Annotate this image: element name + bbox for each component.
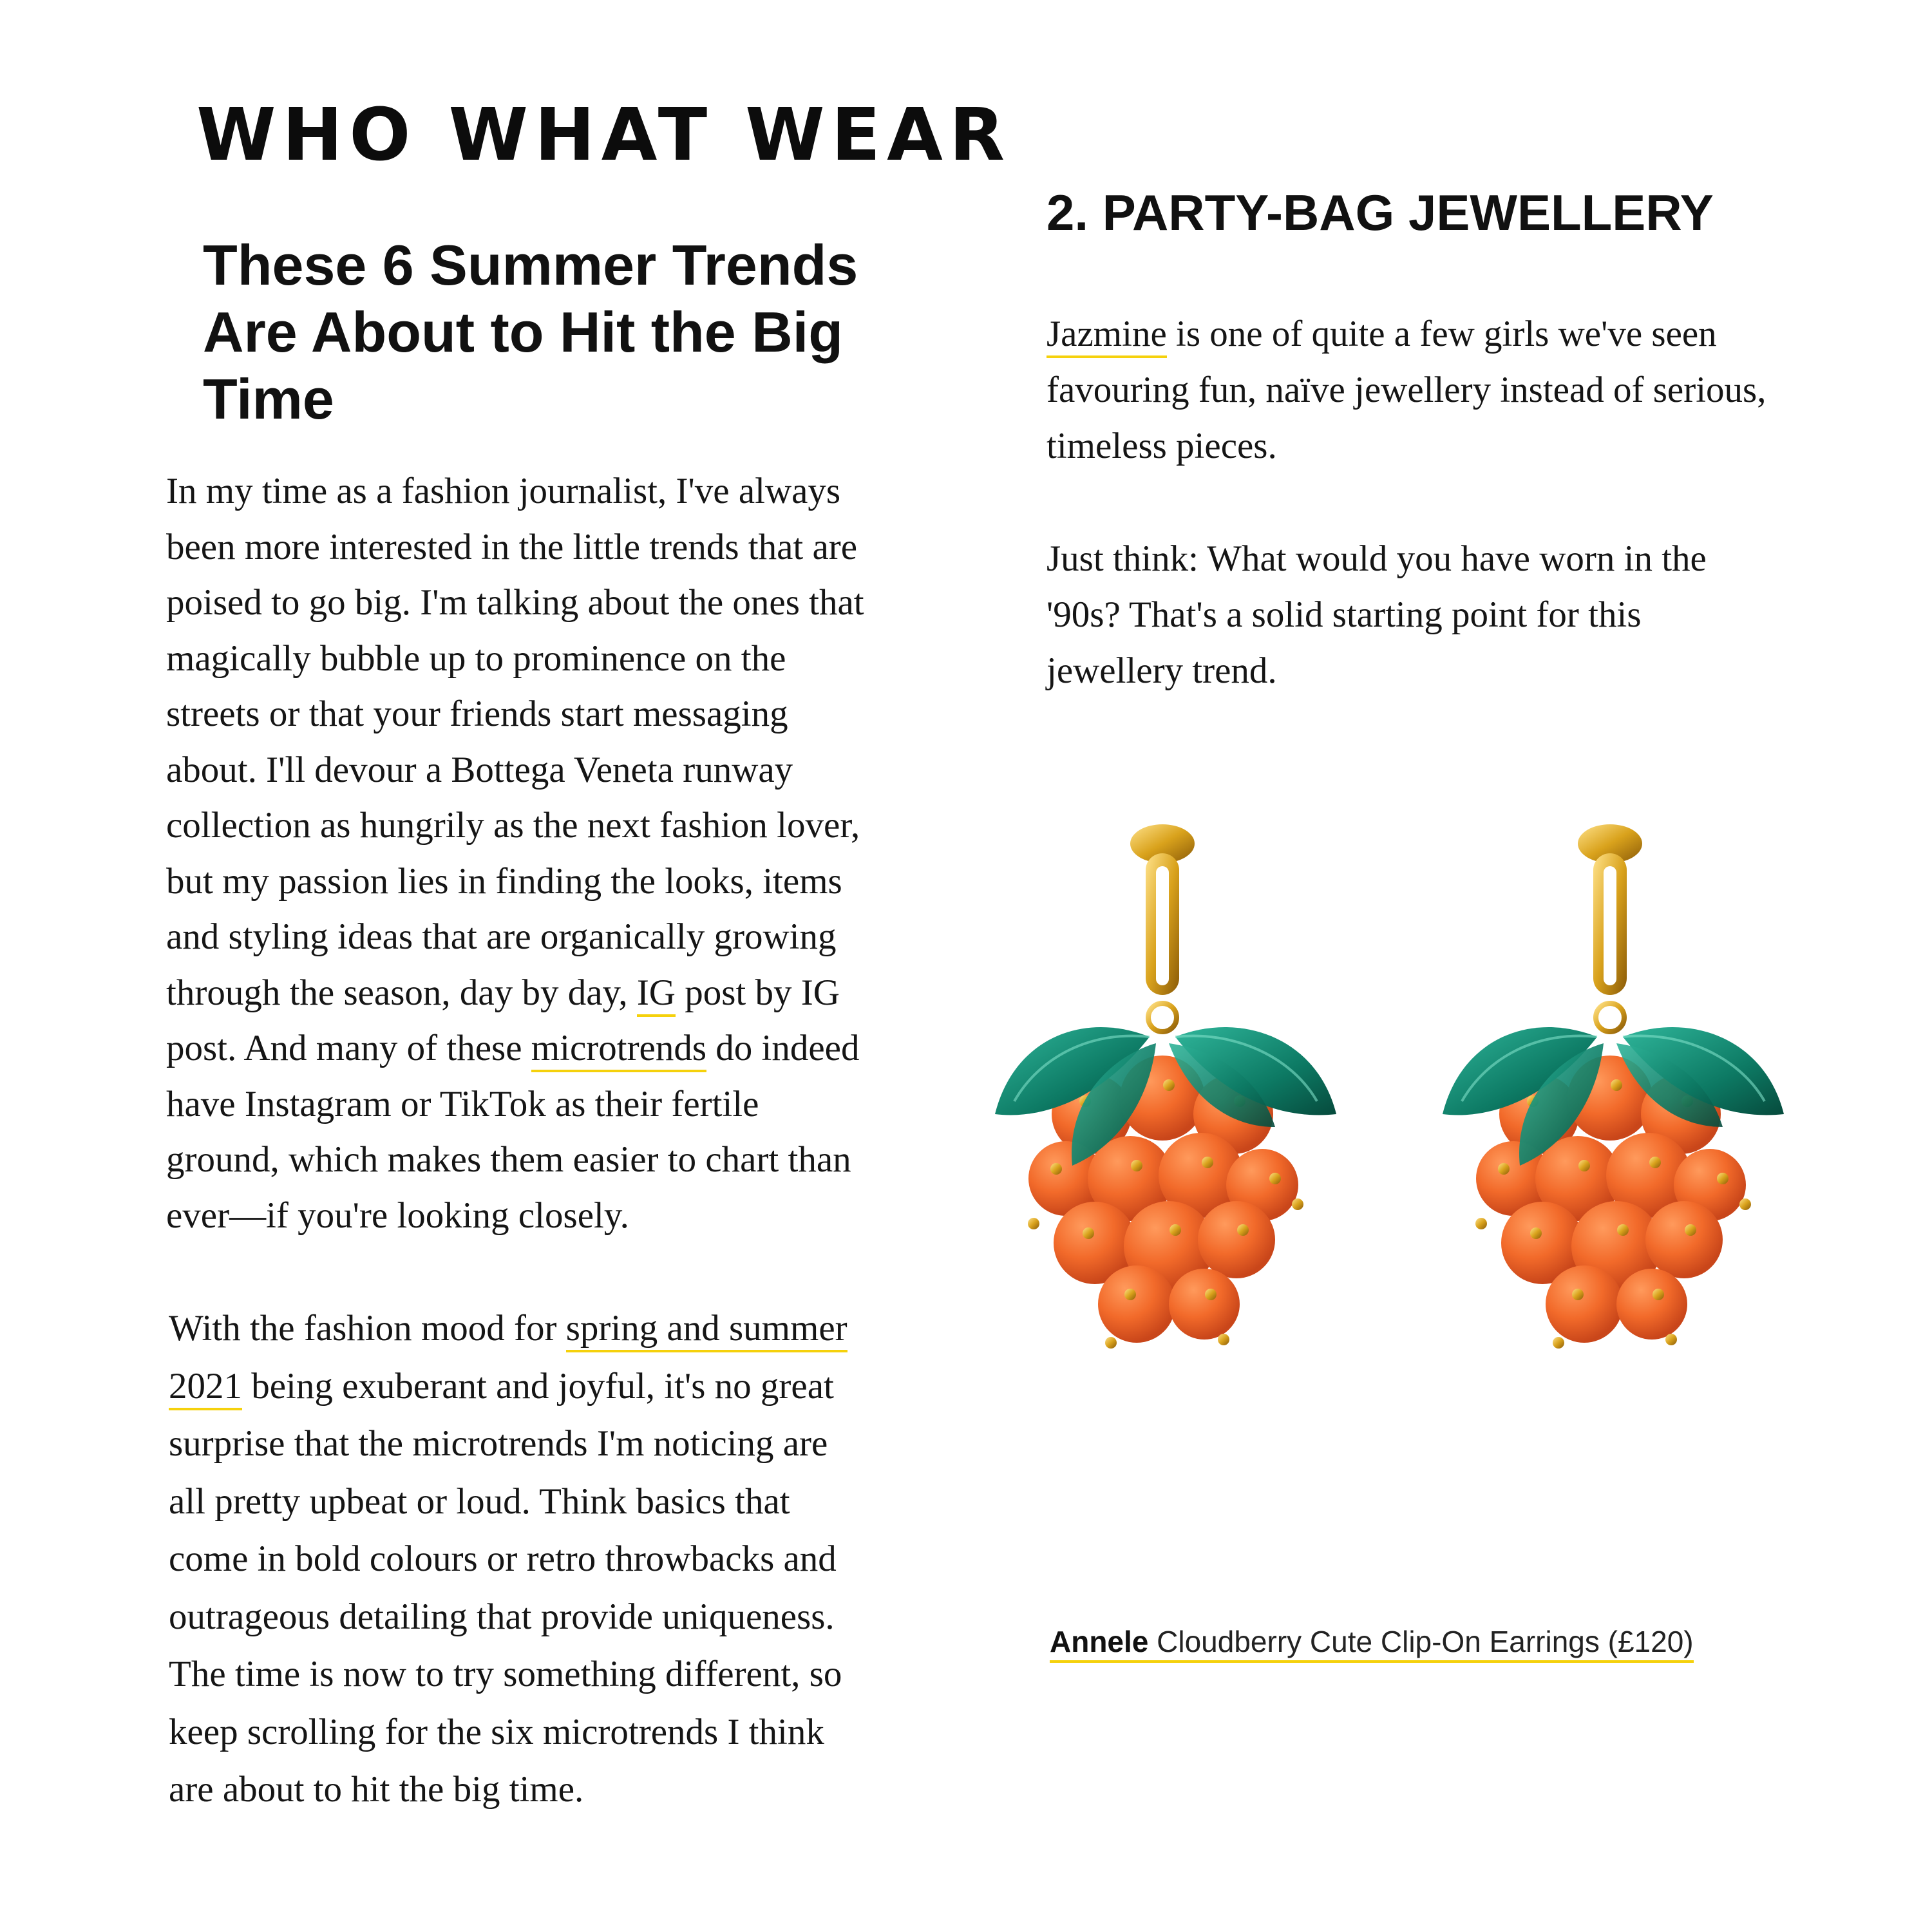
right-earring [1443, 824, 1784, 1349]
article-headline: These 6 Summer Trends Are About to Hit the Big Time [203, 233, 858, 431]
product-caption-link[interactable] [1050, 1624, 1694, 1663]
product-image-earrings[interactable] [940, 818, 1835, 1436]
caption-brand: Annele [1050, 1625, 1149, 1658]
caption-product-name: Cloudberry Cute Clip-On Earrings (£120) [1148, 1625, 1694, 1658]
intro-paragraph-1 [166, 464, 868, 1244]
intro-2-text-b: being exuberant and joyful, it's no great surprise that the microtrends I'm noticing are all pretty upbeat or loud. Think basics that come in bold colours or retro throwbacks and outrageous detailing that provide uniqueness. The time is now to try something different, so keep scrolling for the six microtrends I think are about to hit the big time. [169, 1365, 842, 1810]
ig-link[interactable]: IG [637, 972, 676, 1017]
intro-1-text-a: In my time as a fashion journalist, I've always been more interested in the little trends that are poised to go big. I'm talking about the ones that magically bubble up to prominence on the streets or that your friends start messaging about. I'll devour a Bottega Veneta runway collection as hungrily as the next fashion lover, but my passion lies in finding the looks, items and styling ideas that are organically growing through the season, day by day, [166, 471, 864, 1013]
section-heading: 2. PARTY-BAG JEWELLERY [1046, 184, 1714, 241]
microtrends-link[interactable]: microtrends [531, 1028, 706, 1072]
jazmine-link[interactable]: Jazmine [1046, 314, 1167, 358]
intro-2-text-a: With the fashion mood for [169, 1308, 566, 1349]
intro-1-text-b: post by IG post. And many of these [166, 972, 840, 1068]
section-paragraph-1 [1046, 306, 1768, 474]
left-earring [995, 824, 1336, 1349]
section-paragraph-1-text: is one of quite a few girls we've seen favouring fun, naïve jewellery instead of serious, timeless pieces. [1046, 314, 1766, 466]
section-paragraph-2: Just think: What would you have worn in the '90s? That's a solid starting point for this jewellery trend. [1046, 538, 1707, 691]
spring-summer-2021-link[interactable]: spring and summer 2021 [169, 1308, 848, 1410]
site-logo[interactable]: WHO WHAT WEAR [196, 93, 1012, 177]
intro-1-text-c: do indeed have Instagram or TikTok as their fertile ground, which makes them easier to chart than ever—if you're looking closely. [166, 1028, 860, 1236]
intro-paragraph-2 [169, 1300, 871, 1819]
